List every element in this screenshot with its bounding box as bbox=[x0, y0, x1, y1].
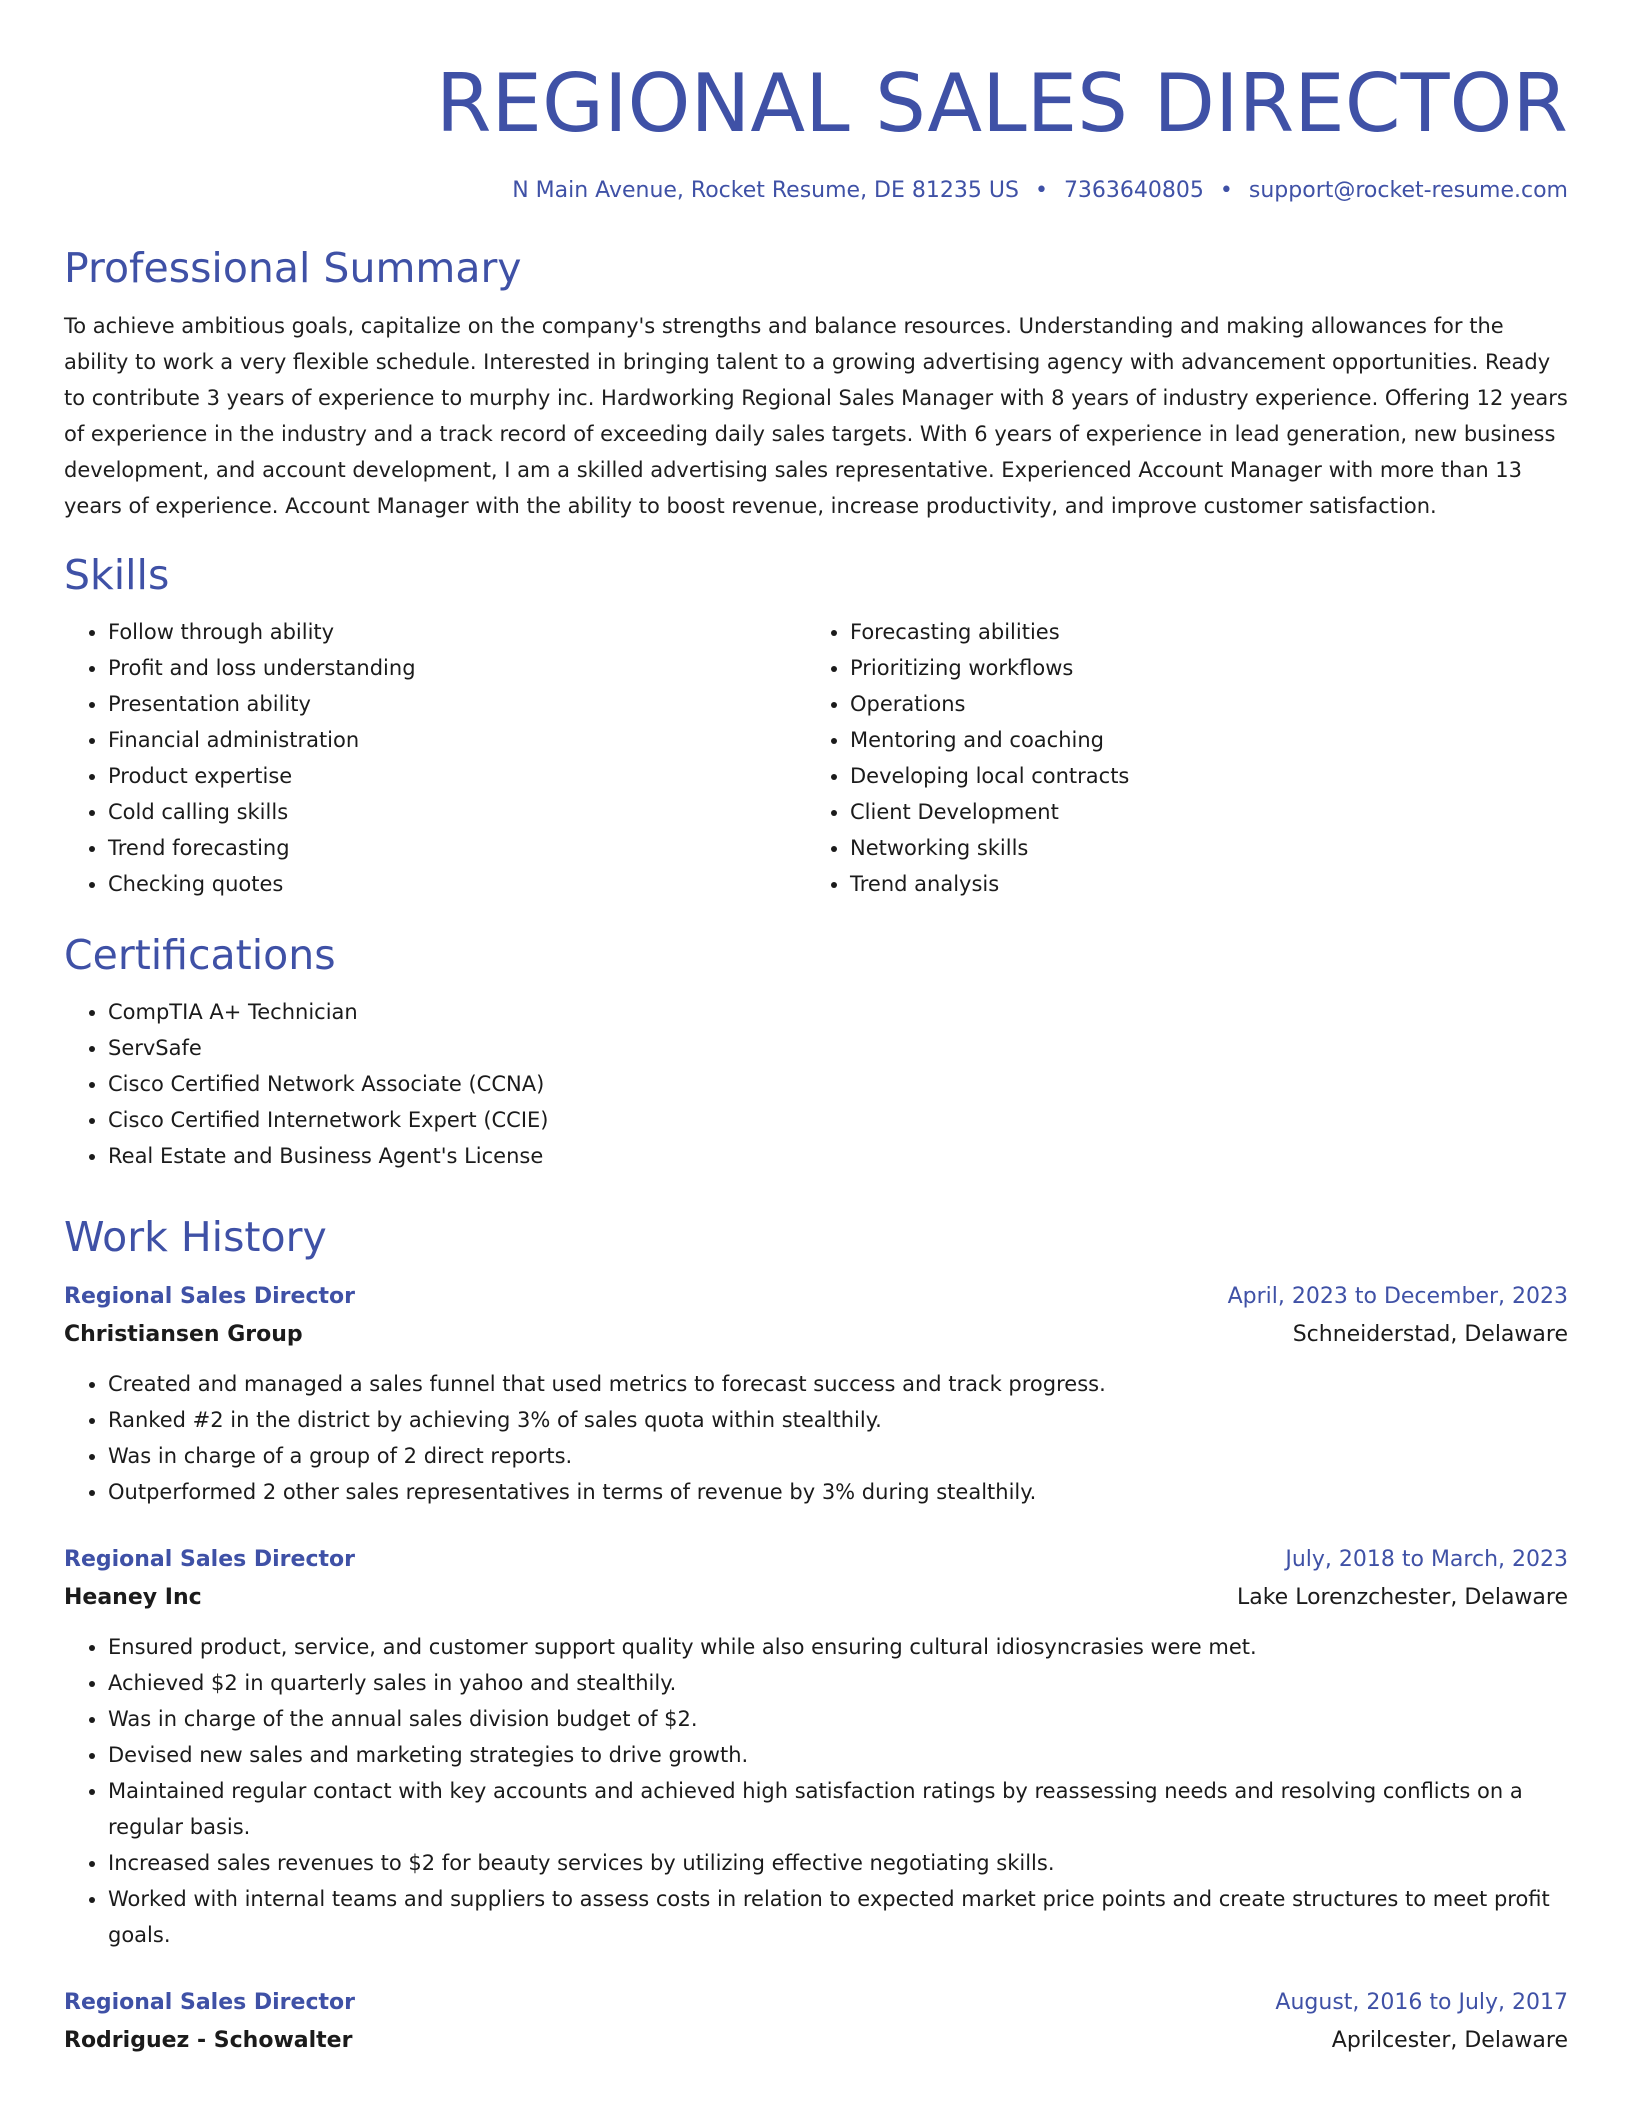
work-history-section-title: Work History bbox=[64, 1213, 327, 1261]
job-title: Regional Sales Director bbox=[64, 1990, 355, 2015]
job-bullet-list bbox=[64, 1366, 1568, 1510]
job-header-row bbox=[64, 1278, 1568, 1316]
certification-item: • CompTIA A+ Technician bbox=[108, 994, 1568, 1030]
skill-item: • Prioritizing workflows bbox=[850, 650, 1548, 686]
skill-item: • Developing local contracts bbox=[850, 758, 1548, 794]
job-bullet: • Was in charge of a group of 2 direct reports. bbox=[108, 1438, 1568, 1474]
contact-phone[interactable]: 7363640805 bbox=[1063, 178, 1204, 203]
skill-item: • Cold calling skills bbox=[108, 794, 806, 830]
certification-item: • Cisco Certified Internetwork Expert (CCIE) bbox=[108, 1102, 1568, 1138]
contact-line bbox=[64, 176, 1568, 206]
contact-email[interactable]: support@rocket-resume.com bbox=[1248, 178, 1568, 203]
job-company-row bbox=[64, 1579, 1568, 1617]
job-company: Rodriguez - Schowalter bbox=[64, 2028, 353, 2053]
job-bullet: • Achieved $2 in quarterly sales in yahoo and stealthily. bbox=[108, 1665, 1568, 1701]
job-location: Aprilcester, Delaware bbox=[1331, 2028, 1568, 2053]
job-bullet: • Worked with internal teams and suppliers to assess costs in relation to expected market price points and create structures to meet profit goals. bbox=[108, 1881, 1568, 1953]
job-bullet: • Ranked #2 in the district by achieving 3% of sales quota within stealthily. bbox=[108, 1402, 1568, 1438]
job-title: Regional Sales Director bbox=[64, 1547, 355, 1572]
resume-page bbox=[64, 0, 1568, 2060]
certification-item: • ServSafe bbox=[108, 1030, 1568, 1066]
job-entry bbox=[64, 1541, 1568, 1953]
job-bullet-list bbox=[64, 1629, 1568, 1953]
skill-item: • Financial administration bbox=[108, 722, 806, 758]
certification-item: • Cisco Certified Network Associate (CCNA) bbox=[108, 1066, 1568, 1102]
job-bullet: • Maintained regular contact with key accounts and achieved high satisfaction ratings by reassessing needs and resolving conflicts on a regular basis. bbox=[108, 1773, 1568, 1845]
job-bullet: • Outperformed 2 other sales representatives in terms of revenue by 3% during stealthily. bbox=[108, 1474, 1568, 1510]
job-dates: July, 2018 to March, 2023 bbox=[1285, 1547, 1568, 1572]
skill-item: • Profit and loss understanding bbox=[108, 650, 806, 686]
job-entry bbox=[64, 1278, 1568, 1510]
job-location: Schneiderstad, Delaware bbox=[1292, 1322, 1568, 1347]
job-company: Christiansen Group bbox=[64, 1322, 303, 1347]
summary-paragraph: To achieve ambitious goals, capitalize on the company's strengths and balance resources. Understanding and making allowances for the ability to work a very flexible schedule. Interested in bringing talent to a growing advertising agency with advancement opportunities. Ready to contribute 3 years of experience to murphy inc. Hardworking Regional Sales Manager with 8 years of industry experience. Offering 12 years of experience in the industry and a track record of exceeding daily sales targets. With 6 years of experience in lead generation, new business development, and account development, I am a skilled advertising sales representative. Experienced Account Manager with more than 13 years of experience. Account Manager with the ability to boost revenue, increase productivity, and improve customer satisfaction. bbox=[64, 314, 1568, 518]
job-company-row bbox=[64, 2022, 1568, 2060]
job-company-row bbox=[64, 1316, 1568, 1354]
job-location: Lake Lorenzchester, Delaware bbox=[1236, 1585, 1568, 1610]
skills-list-right bbox=[806, 614, 1548, 902]
job-bullet: • Devised new sales and marketing strategies to drive growth. bbox=[108, 1737, 1568, 1773]
job-title: Regional Sales Director bbox=[64, 1284, 355, 1309]
summary-section-title: Professional Summary bbox=[64, 244, 522, 292]
skill-item: • Follow through ability bbox=[108, 614, 806, 650]
skill-item: • Networking skills bbox=[850, 830, 1548, 866]
job-dates: April, 2023 to December, 2023 bbox=[1227, 1284, 1568, 1309]
skill-item: • Operations bbox=[850, 686, 1548, 722]
job-bullet: • Increased sales revenues to $2 for beauty services by utilizing effective negotiating skills. bbox=[108, 1845, 1568, 1881]
contact-separator: • bbox=[1034, 178, 1048, 203]
certifications-section-title: Certifications bbox=[64, 931, 336, 979]
skill-item: • Checking quotes bbox=[108, 866, 806, 902]
skill-item: • Product expertise bbox=[108, 758, 806, 794]
skill-item: • Mentoring and coaching bbox=[850, 722, 1548, 758]
skill-item: • Forecasting abilities bbox=[850, 614, 1548, 650]
job-company: Heaney Inc bbox=[64, 1585, 202, 1610]
job-bullet: • Created and managed a sales funnel that used metrics to forecast success and track progress. bbox=[108, 1366, 1568, 1402]
certification-item: • Real Estate and Business Agent's License bbox=[108, 1138, 1568, 1174]
job-header-row bbox=[64, 1984, 1568, 2022]
skill-item: • Presentation ability bbox=[108, 686, 806, 722]
resume-name-heading: REGIONAL SALES DIRECTOR bbox=[435, 57, 1568, 150]
job-bullet: • Was in charge of the annual sales division budget of $2. bbox=[108, 1701, 1568, 1737]
skills-columns bbox=[64, 614, 1568, 902]
contact-separator: • bbox=[1219, 178, 1233, 203]
skills-section-title: Skills bbox=[64, 551, 170, 599]
job-entry bbox=[64, 1984, 1568, 2060]
skill-item: • Trend forecasting bbox=[108, 830, 806, 866]
certifications-list bbox=[64, 994, 1568, 1174]
skills-list-left bbox=[64, 614, 806, 902]
job-bullet: • Ensured product, service, and customer support quality while also ensuring cultural idiosyncrasies were met. bbox=[108, 1629, 1568, 1665]
contact-address: N Main Avenue, Rocket Resume, DE 81235 US bbox=[512, 178, 1019, 203]
job-dates: August, 2016 to July, 2017 bbox=[1275, 1990, 1568, 2015]
skill-item: • Trend analysis bbox=[850, 866, 1548, 902]
job-header-row bbox=[64, 1541, 1568, 1579]
skill-item: • Client Development bbox=[850, 794, 1548, 830]
